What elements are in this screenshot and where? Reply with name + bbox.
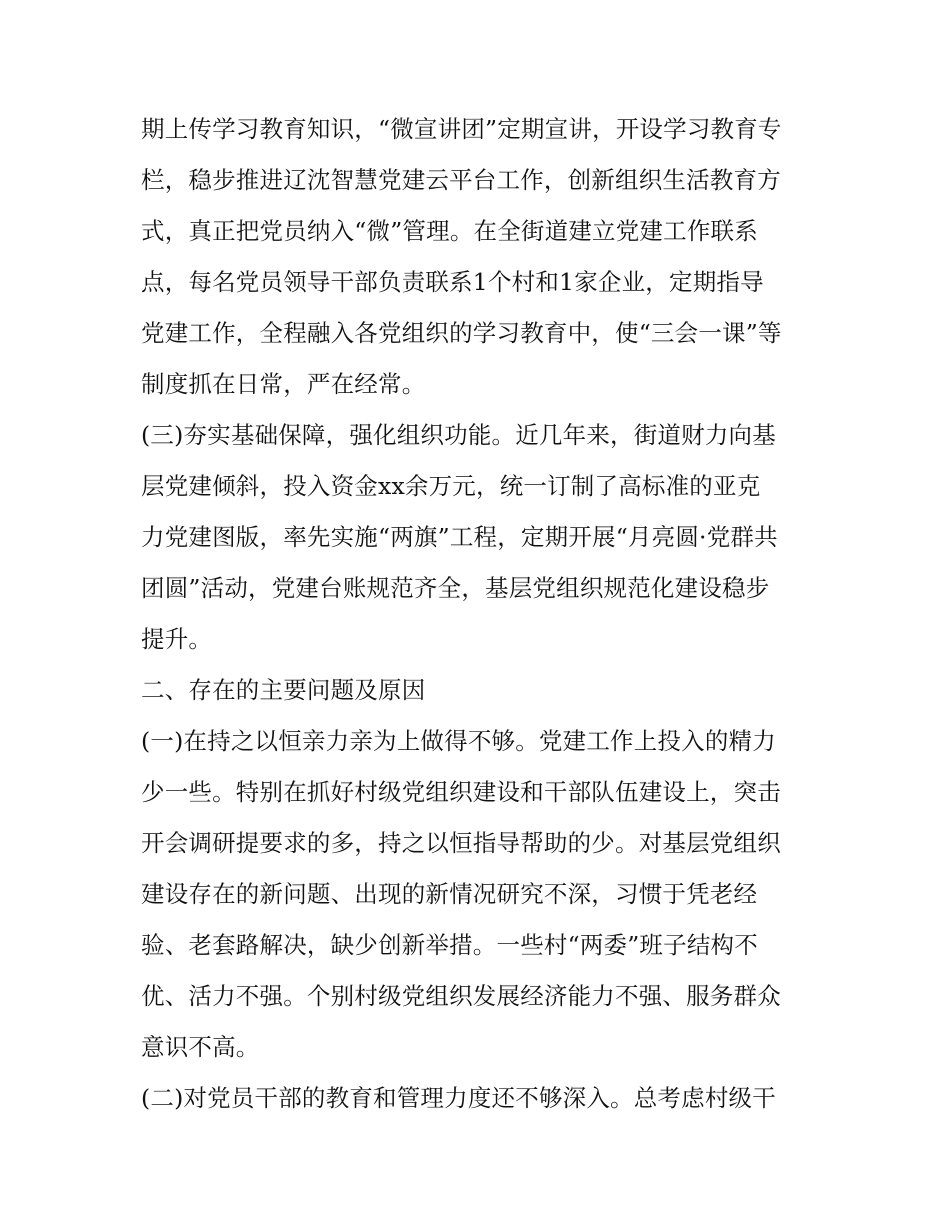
- text-line: 少一些。特别在抓好村级党组织建设和干部队伍建设上，突击: [141, 778, 781, 806]
- text-line: 建设存在的新问题、出现的新情况研究不深，习惯于凭老经: [141, 880, 758, 908]
- text-line: 层党建倾斜，投入资金xx余万元，统一订制了高标准的亚克: [141, 472, 761, 500]
- text-line: 党建工作，全程融入各党组织的学习教育中，使“三会一课”等: [141, 319, 782, 347]
- section-heading: (二)对党员干部的教育和管理力度还不够深入。总考虑村级干: [141, 1084, 776, 1112]
- text-line: 制度抓在日常，严在经常。: [141, 370, 426, 398]
- text-line: 开会调研提要求的多，持之以恒指导帮助的少。对基层党组织: [141, 829, 781, 857]
- text-line: 力党建图版，率先实施“两旗”工程，定期开展“月亮圆·党群共: [141, 523, 778, 551]
- text-line: 栏，稳步推进辽沈智慧党建云平台工作，创新组织生活教育方: [141, 166, 781, 194]
- section-heading: (一)在持之以恒亲力亲为上做得不够。党建工作上投入的精力: [141, 727, 776, 755]
- section-heading: (三)夯实基础保障，强化组织功能。近几年来，街道财力向基: [141, 421, 776, 449]
- document-body: [141, 104, 821, 1124]
- text-line: 验、老套路解决，缺少创新举措。一些村“两委”班子结构不: [141, 931, 758, 959]
- text-line: 提升。: [141, 625, 213, 653]
- chapter-heading: 二、存在的主要问题及原因: [141, 676, 426, 704]
- text-line: 式，真正把党员纳入“微”管理。在全街道建立党建工作联系: [141, 217, 758, 245]
- text-line: 团圆”活动，党建台账规范齐全，基层党组织规范化建设稳步: [141, 574, 770, 602]
- text-line: 期上传学习教育知识，“微宣讲团”定期宣讲，开设学习教育专: [141, 115, 782, 143]
- text-line: 点，每名党员领导干部负责联系1个村和1家企业，定期指导: [141, 268, 764, 296]
- text-line: 意识不高。: [141, 1033, 260, 1061]
- text-line: 优、活力不强。个别村级党组织发展经济能力不强、服务群众: [141, 982, 781, 1010]
